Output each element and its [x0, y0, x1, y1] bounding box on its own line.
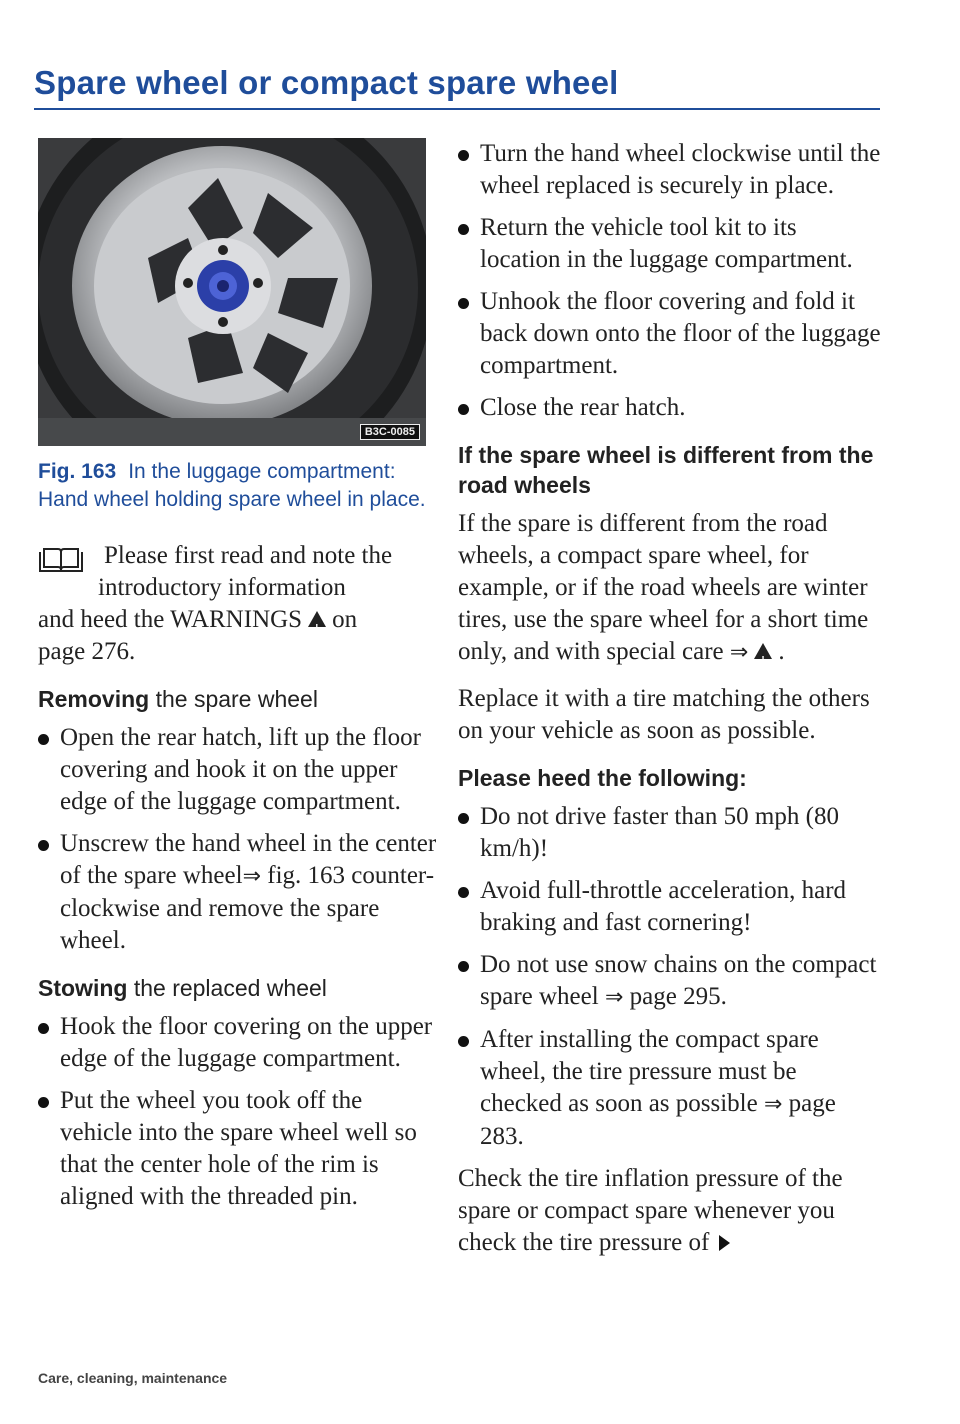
list-item: Unscrew the hand wheel in the center of the spare wheel⇒ fig. 163 counter-clockwise and remove the spare wheel.	[38, 828, 438, 957]
bullet-icon	[38, 734, 49, 745]
list-item: After installing the compact spare wheel, the tire pressure must be checked as soon as possible ⇒ page 283.	[458, 1024, 883, 1153]
bullet-icon	[38, 840, 49, 851]
different-paragraph: If the spare is different from the road wheels, a compact spare wheel, for example, or if the road wheels are winter tires, use the spare wheel for a short time only, and with special care ⇒! .	[458, 508, 883, 669]
list-item: Do not drive faster than 50 mph (80 km/h)!	[458, 801, 883, 865]
list-item: Do not use snow chains on the compact spare wheel ⇒ page 295.	[458, 949, 883, 1014]
figure-number: Fig. 163	[38, 460, 117, 483]
intro-line-3-end: on	[332, 606, 358, 633]
bullet-icon	[458, 813, 469, 824]
stowing-steps	[38, 1011, 438, 1213]
book-icon	[38, 546, 84, 572]
spare-wheel-illustration	[38, 138, 426, 446]
figure-caption	[38, 458, 438, 514]
list-item: Close the rear hatch.	[458, 392, 883, 424]
bullet-icon	[38, 1097, 49, 1108]
page-ref-link[interactable]: page 283.	[480, 1090, 836, 1150]
bullet-icon	[458, 404, 469, 415]
page-title: Spare wheel or compact spare wheel	[34, 64, 619, 101]
figure-code: B3C-0085	[360, 424, 420, 440]
bullet-icon	[458, 1036, 469, 1047]
warning-icon	[308, 611, 326, 627]
continue-arrow-icon	[719, 1235, 730, 1251]
title-rule	[34, 108, 880, 110]
different-heading: If the spare wheel is different from the road wheels	[458, 442, 874, 498]
page-ref-link[interactable]: page 295.	[629, 983, 727, 1010]
intro-line-1: Please first read and note the	[104, 542, 393, 569]
bullet-icon	[458, 298, 469, 309]
bullet-icon	[38, 1023, 49, 1034]
spare-wheel-figure	[38, 138, 426, 446]
intro-page-ref[interactable]: page 276.	[38, 638, 136, 665]
list-item: Unhook the floor covering and fold it back down onto the floor of the luggage compartment.	[458, 286, 883, 382]
intro-note	[38, 540, 438, 668]
footer-section-title: Care, cleaning, maintenance	[38, 1370, 228, 1386]
list-item: Turn the hand wheel clockwise until the wheel replaced is securely in place.	[458, 138, 883, 202]
removing-heading: Removing the spare wheel	[38, 686, 318, 712]
right-column	[458, 138, 883, 1259]
list-item: Put the wheel you took off the vehicle into the spare wheel well so that the center hole of the rim is aligned with the threaded pin.	[38, 1085, 438, 1213]
list-item: Hook the floor covering on the upper edge of the luggage compartment.	[38, 1011, 438, 1075]
arrow-icon: ⇒	[242, 864, 261, 889]
figure-caption-text: In the luggage compartment: Hand wheel holding spare wheel in place.	[38, 460, 426, 511]
bullet-icon	[458, 224, 469, 235]
removing-steps	[38, 722, 438, 957]
stowing-heading: Stowing the replaced wheel	[38, 975, 327, 1001]
warning-icon	[754, 643, 772, 659]
figure-ref-link[interactable]: fig. 163	[267, 862, 346, 889]
heed-list	[458, 801, 883, 1153]
final-paragraph: Check the tire inflation pressure of the spare or compact spare whenever you check the tire pressure of	[458, 1165, 843, 1256]
stowing-steps-continued	[458, 138, 883, 424]
arrow-icon: ⇒	[729, 640, 749, 665]
heed-heading: Please heed the following:	[458, 765, 747, 791]
bullet-icon	[458, 887, 469, 898]
list-item: Return the vehicle tool kit to its location in the luggage compartment.	[458, 212, 883, 276]
list-item: Open the rear hatch, lift up the floor covering and hook it on the upper edge of the luggage compartment.	[38, 722, 438, 818]
bullet-icon	[458, 150, 469, 161]
bullet-icon	[458, 961, 469, 972]
intro-line-3: and heed the WARNINGS	[38, 606, 303, 633]
arrow-icon: ⇒	[604, 985, 624, 1010]
left-column	[38, 138, 438, 1223]
arrow-icon: ⇒	[763, 1092, 783, 1117]
replace-paragraph: Replace it with a tire matching the others on your vehicle as soon as possible.	[458, 685, 870, 744]
list-item: Avoid full-throttle acceleration, hard braking and fast cornering!	[458, 875, 883, 939]
intro-line-2: introductory information	[98, 574, 346, 601]
